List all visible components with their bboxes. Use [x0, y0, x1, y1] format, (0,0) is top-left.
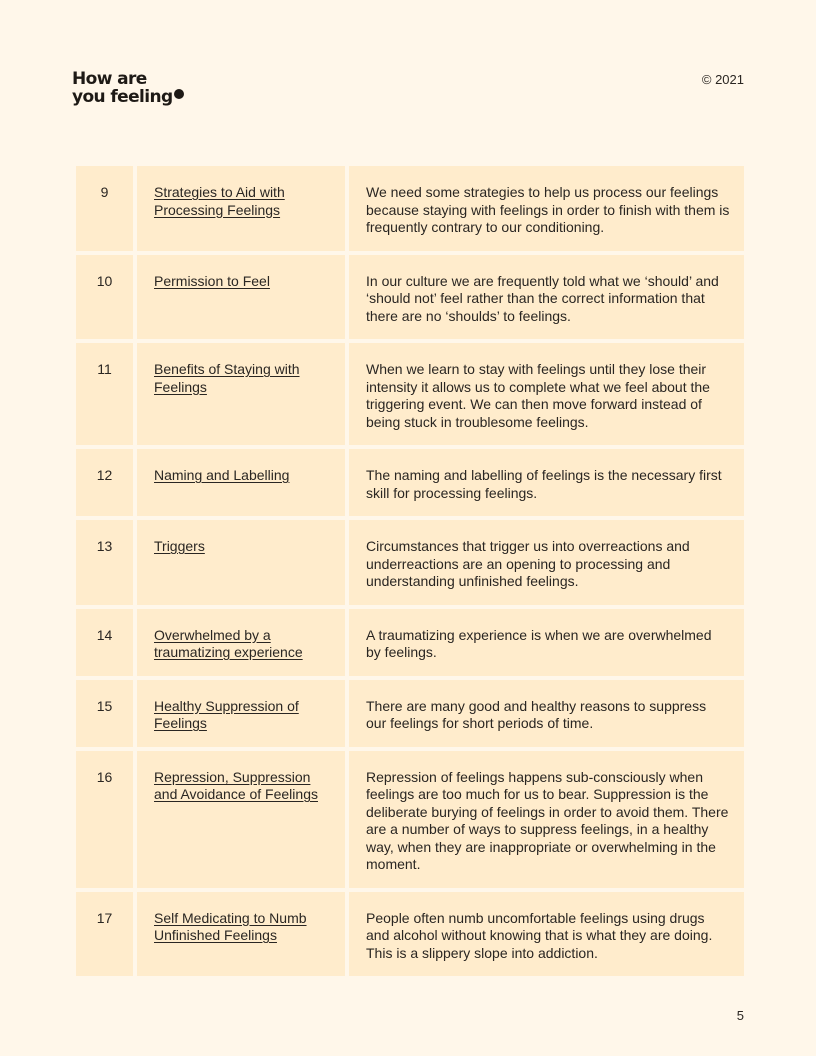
logo-speech-bubble-icon	[174, 89, 184, 99]
row-title-link[interactable]: Permission to Feel	[154, 272, 270, 289]
row-title-cell	[137, 343, 345, 445]
table-row	[76, 343, 744, 445]
contents-table	[76, 166, 744, 980]
logo-line-2	[72, 88, 184, 106]
page-number: 5	[736, 1008, 744, 1023]
row-title-cell	[137, 680, 345, 747]
logo-line-2-text: you feeling	[72, 87, 173, 107]
row-title-link[interactable]: Benefits of Staying with Feelings	[154, 361, 300, 395]
logo	[72, 70, 184, 106]
row-description: Repression of feelings happens sub-consciously when feelings are too much for us to bear. Suppression is the deliberate burying of feelings in order to avoid them. There are a number of ways to suppress feelings, in a healthy way, when they are inappropriate or overwhelming in the moment.	[349, 751, 744, 888]
row-title-cell	[137, 449, 345, 516]
table-row	[76, 892, 744, 977]
row-title-cell	[137, 609, 345, 676]
row-description: A traumatizing experience is when we are overwhelmed by feelings.	[349, 609, 744, 676]
table-row	[76, 166, 744, 251]
row-title-cell	[137, 520, 345, 605]
row-description: In our culture we are frequently told what we ‘should’ and ‘should not’ feel rather than the correct information that there are no ‘shoulds’ to feelings.	[349, 255, 744, 340]
row-number: 13	[76, 520, 133, 605]
row-title-link[interactable]: Self Medicating to Numb Unfinished Feelings	[154, 909, 307, 943]
row-title-link[interactable]: Overwhelmed by a traumatizing experience	[154, 626, 303, 660]
row-description: People often numb uncomfortable feelings using drugs and alcohol without knowing that is what they are doing. This is a slippery slope into addiction.	[349, 892, 744, 977]
logo-line-1: How are	[72, 69, 147, 89]
row-title-link[interactable]: Strategies to Aid with Processing Feelings	[154, 184, 285, 218]
row-number: 10	[76, 255, 133, 340]
table-row	[76, 449, 744, 516]
row-description: When we learn to stay with feelings until they lose their intensity it allows us to complete what we feel about the triggering event. We can then move forward instead of being stuck in troublesome feelings.	[349, 343, 744, 445]
table-row	[76, 680, 744, 747]
row-title-link[interactable]: Healthy Suppression of Feelings	[154, 697, 299, 731]
row-description: Circumstances that trigger us into overreactions and underreactions are an opening to processing and understanding unfinished feelings.	[349, 520, 744, 605]
row-number: 17	[76, 892, 133, 977]
table-row	[76, 609, 744, 676]
row-title-link[interactable]: Naming and Labelling	[154, 467, 290, 483]
row-number: 16	[76, 751, 133, 888]
table-row	[76, 255, 744, 340]
row-description: We need some strategies to help us process our feelings because staying with feelings in order to finish with them is frequently contrary to our conditioning.	[349, 166, 744, 251]
row-number: 12	[76, 449, 133, 516]
row-number: 14	[76, 609, 133, 676]
row-title-cell	[137, 166, 345, 251]
table-row	[76, 520, 744, 605]
row-number: 9	[76, 166, 133, 251]
row-title-cell	[137, 892, 345, 977]
row-description: There are many good and healthy reasons to suppress our feelings for short periods of time.	[349, 680, 744, 747]
row-title-cell	[137, 751, 345, 888]
row-description: The naming and labelling of feelings is the necessary first skill for processing feelings.	[349, 449, 744, 516]
row-title-cell	[137, 255, 345, 340]
row-number: 11	[76, 343, 133, 445]
row-number: 15	[76, 680, 133, 747]
row-title-link[interactable]: Repression, Suppression and Avoidance of Feelings	[154, 768, 318, 802]
copyright: © 2021	[701, 72, 744, 87]
row-title-link[interactable]: Triggers	[154, 538, 205, 554]
table-row	[76, 751, 744, 888]
